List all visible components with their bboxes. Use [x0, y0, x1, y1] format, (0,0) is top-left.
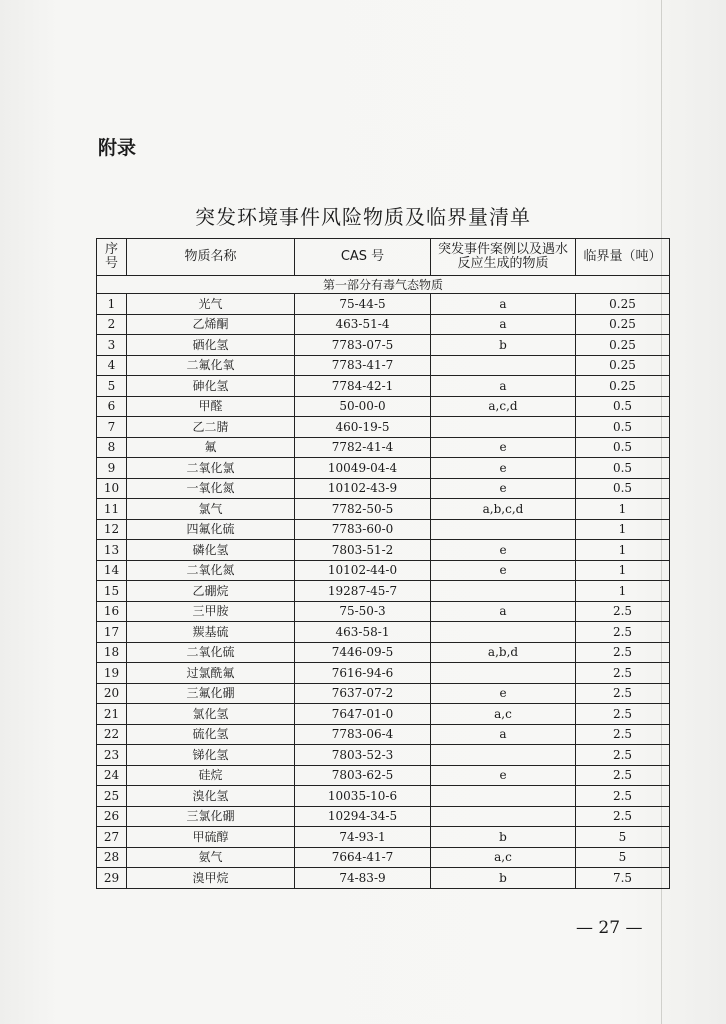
- cell-no: 26: [97, 806, 127, 827]
- cell-threshold: 0.25: [576, 314, 670, 335]
- cell-threshold: 2.5: [576, 683, 670, 704]
- cell-case: [431, 622, 576, 643]
- page-number: — 27 —: [576, 918, 643, 938]
- cell-name: 砷化氢: [127, 376, 295, 397]
- cell-case: a,c: [431, 704, 576, 725]
- cell-name: 氟: [127, 437, 295, 458]
- cell-threshold: 0.5: [576, 417, 670, 438]
- table-row: [97, 704, 670, 725]
- cell-case: a: [431, 314, 576, 335]
- table-row: [97, 724, 670, 745]
- cell-threshold: 2.5: [576, 745, 670, 766]
- cell-cas: 10102-44-0: [295, 560, 431, 581]
- cell-threshold: 2.5: [576, 806, 670, 827]
- cell-cas: 75-50-3: [295, 601, 431, 622]
- cell-case: a,b,c,d: [431, 499, 576, 520]
- cell-no: 25: [97, 786, 127, 807]
- appendix-heading: 附录: [98, 137, 137, 159]
- cell-cas: 7782-50-5: [295, 499, 431, 520]
- cell-case: e: [431, 560, 576, 581]
- cell-no: 3: [97, 335, 127, 356]
- cell-cas: 7783-60-0: [295, 519, 431, 540]
- cell-cas: 7664-41-7: [295, 847, 431, 868]
- cell-cas: 7784-42-1: [295, 376, 431, 397]
- cell-case: b: [431, 868, 576, 889]
- table-row: [97, 622, 670, 643]
- cell-name: 硅烷: [127, 765, 295, 786]
- cell-name: 硒化氢: [127, 335, 295, 356]
- cell-cas: 7637-07-2: [295, 683, 431, 704]
- cell-cas: 463-58-1: [295, 622, 431, 643]
- cell-case: a,b,d: [431, 642, 576, 663]
- cell-threshold: 0.5: [576, 396, 670, 417]
- cell-name: 溴甲烷: [127, 868, 295, 889]
- cell-case: b: [431, 827, 576, 848]
- cell-no: 19: [97, 663, 127, 684]
- table-header-row: [97, 239, 670, 276]
- cell-case: b: [431, 335, 576, 356]
- cell-cas: 7446-09-5: [295, 642, 431, 663]
- substance-table: [96, 238, 670, 889]
- cell-name: 乙烯酮: [127, 314, 295, 335]
- cell-threshold: 2.5: [576, 601, 670, 622]
- cell-threshold: 0.5: [576, 478, 670, 499]
- cell-cas: 7803-62-5: [295, 765, 431, 786]
- cell-threshold: 2.5: [576, 786, 670, 807]
- cell-cas: 7803-52-3: [295, 745, 431, 766]
- cell-threshold: 0.25: [576, 294, 670, 315]
- cell-threshold: 0.25: [576, 376, 670, 397]
- cell-threshold: 0.5: [576, 458, 670, 479]
- cell-case: [431, 417, 576, 438]
- cell-threshold: 5: [576, 847, 670, 868]
- table-row: [97, 458, 670, 479]
- cell-case: e: [431, 765, 576, 786]
- header-cas: CAS 号: [295, 239, 431, 276]
- section-title: 第一部分有毒气态物质: [97, 276, 670, 294]
- table-row: [97, 519, 670, 540]
- cell-cas: 7783-06-4: [295, 724, 431, 745]
- cell-cas: 7647-01-0: [295, 704, 431, 725]
- table-row: [97, 663, 670, 684]
- cell-no: 7: [97, 417, 127, 438]
- cell-cas: 10049-04-4: [295, 458, 431, 479]
- table-row: [97, 478, 670, 499]
- table-row: [97, 745, 670, 766]
- table-row: [97, 396, 670, 417]
- cell-threshold: 5: [576, 827, 670, 848]
- table-row: [97, 847, 670, 868]
- cell-name: 四氟化硫: [127, 519, 295, 540]
- cell-threshold: 0.25: [576, 335, 670, 356]
- cell-no: 8: [97, 437, 127, 458]
- cell-cas: 463-51-4: [295, 314, 431, 335]
- cell-threshold: 1: [576, 519, 670, 540]
- cell-name: 氯气: [127, 499, 295, 520]
- cell-no: 2: [97, 314, 127, 335]
- cell-no: 14: [97, 560, 127, 581]
- cell-name: 二氧化氮: [127, 560, 295, 581]
- cell-case: e: [431, 437, 576, 458]
- cell-threshold: 2.5: [576, 622, 670, 643]
- cell-name: 二氧化硫: [127, 642, 295, 663]
- table-row: [97, 827, 670, 848]
- table-row: [97, 868, 670, 889]
- cell-name: 溴化氢: [127, 786, 295, 807]
- cell-threshold: 0.5: [576, 437, 670, 458]
- cell-case: e: [431, 540, 576, 561]
- cell-cas: 10035-10-6: [295, 786, 431, 807]
- cell-case: e: [431, 458, 576, 479]
- cell-threshold: 2.5: [576, 765, 670, 786]
- table-row: [97, 417, 670, 438]
- page-title: 突发环境事件风险物质及临界量清单: [195, 205, 531, 229]
- cell-no: 21: [97, 704, 127, 725]
- cell-case: e: [431, 683, 576, 704]
- cell-case: a: [431, 724, 576, 745]
- cell-no: 23: [97, 745, 127, 766]
- cell-threshold: 2.5: [576, 663, 670, 684]
- cell-name: 羰基硫: [127, 622, 295, 643]
- cell-no: 27: [97, 827, 127, 848]
- cell-no: 11: [97, 499, 127, 520]
- cell-name: 甲硫醇: [127, 827, 295, 848]
- table-row: [97, 314, 670, 335]
- cell-case: e: [431, 478, 576, 499]
- cell-name: 硫化氢: [127, 724, 295, 745]
- cell-cas: 460-19-5: [295, 417, 431, 438]
- cell-case: [431, 786, 576, 807]
- cell-threshold: 2.5: [576, 724, 670, 745]
- cell-name: 磷化氢: [127, 540, 295, 561]
- header-threshold: 临界量（吨）: [576, 239, 670, 276]
- table-row: [97, 683, 670, 704]
- cell-name: 三甲胺: [127, 601, 295, 622]
- cell-cas: 19287-45-7: [295, 581, 431, 602]
- cell-no: 18: [97, 642, 127, 663]
- table-row: [97, 294, 670, 315]
- cell-cas: 7782-41-4: [295, 437, 431, 458]
- cell-name: 氯化氢: [127, 704, 295, 725]
- section-row: [97, 276, 670, 294]
- cell-name: 乙二腈: [127, 417, 295, 438]
- table-row: [97, 765, 670, 786]
- table-row: [97, 786, 670, 807]
- cell-no: 28: [97, 847, 127, 868]
- cell-name: 二氟化氧: [127, 355, 295, 376]
- table-row: [97, 499, 670, 520]
- cell-name: 锑化氢: [127, 745, 295, 766]
- cell-threshold: 2.5: [576, 642, 670, 663]
- cell-cas: 7783-07-5: [295, 335, 431, 356]
- cell-name: 一氧化氮: [127, 478, 295, 499]
- cell-cas: 7803-51-2: [295, 540, 431, 561]
- cell-name: 三氟化硼: [127, 683, 295, 704]
- cell-threshold: 1: [576, 540, 670, 561]
- cell-no: 22: [97, 724, 127, 745]
- cell-threshold: 2.5: [576, 704, 670, 725]
- cell-name: 氨气: [127, 847, 295, 868]
- cell-no: 10: [97, 478, 127, 499]
- cell-name: 光气: [127, 294, 295, 315]
- cell-no: 13: [97, 540, 127, 561]
- cell-cas: 50-00-0: [295, 396, 431, 417]
- cell-case: a: [431, 376, 576, 397]
- table-row: [97, 355, 670, 376]
- cell-name: 乙硼烷: [127, 581, 295, 602]
- table-row: [97, 560, 670, 581]
- cell-no: 6: [97, 396, 127, 417]
- cell-case: [431, 745, 576, 766]
- cell-case: a: [431, 601, 576, 622]
- cell-case: [431, 806, 576, 827]
- cell-no: 15: [97, 581, 127, 602]
- cell-threshold: 0.25: [576, 355, 670, 376]
- table-row: [97, 335, 670, 356]
- table-row: [97, 540, 670, 561]
- cell-cas: 10102-43-9: [295, 478, 431, 499]
- cell-no: 20: [97, 683, 127, 704]
- cell-cas: 10294-34-5: [295, 806, 431, 827]
- cell-threshold: 1: [576, 581, 670, 602]
- table-row: [97, 376, 670, 397]
- table-row: [97, 581, 670, 602]
- cell-name: 二氧化氯: [127, 458, 295, 479]
- table-row: [97, 806, 670, 827]
- cell-no: 1: [97, 294, 127, 315]
- cell-no: 24: [97, 765, 127, 786]
- cell-no: 29: [97, 868, 127, 889]
- cell-no: 16: [97, 601, 127, 622]
- header-name: 物质名称: [127, 239, 295, 276]
- cell-name: 三氯化硼: [127, 806, 295, 827]
- cell-threshold: 1: [576, 560, 670, 581]
- cell-cas: 74-93-1: [295, 827, 431, 848]
- cell-cas: 75-44-5: [295, 294, 431, 315]
- cell-case: a,c,d: [431, 396, 576, 417]
- cell-no: 5: [97, 376, 127, 397]
- header-case: 突发事件案例以及遇水反应生成的物质: [431, 239, 576, 276]
- cell-cas: 7616-94-6: [295, 663, 431, 684]
- cell-case: a,c: [431, 847, 576, 868]
- cell-no: 12: [97, 519, 127, 540]
- cell-name: 甲醛: [127, 396, 295, 417]
- table-row: [97, 642, 670, 663]
- cell-case: [431, 519, 576, 540]
- cell-case: [431, 581, 576, 602]
- cell-case: a: [431, 294, 576, 315]
- cell-cas: 7783-41-7: [295, 355, 431, 376]
- cell-threshold: 1: [576, 499, 670, 520]
- cell-case: [431, 663, 576, 684]
- table-row: [97, 437, 670, 458]
- table-row: [97, 601, 670, 622]
- cell-threshold: 7.5: [576, 868, 670, 889]
- cell-no: 9: [97, 458, 127, 479]
- header-no: 序号: [97, 239, 127, 276]
- cell-no: 17: [97, 622, 127, 643]
- cell-name: 过氯酰氟: [127, 663, 295, 684]
- cell-no: 4: [97, 355, 127, 376]
- cell-case: [431, 355, 576, 376]
- cell-cas: 74-83-9: [295, 868, 431, 889]
